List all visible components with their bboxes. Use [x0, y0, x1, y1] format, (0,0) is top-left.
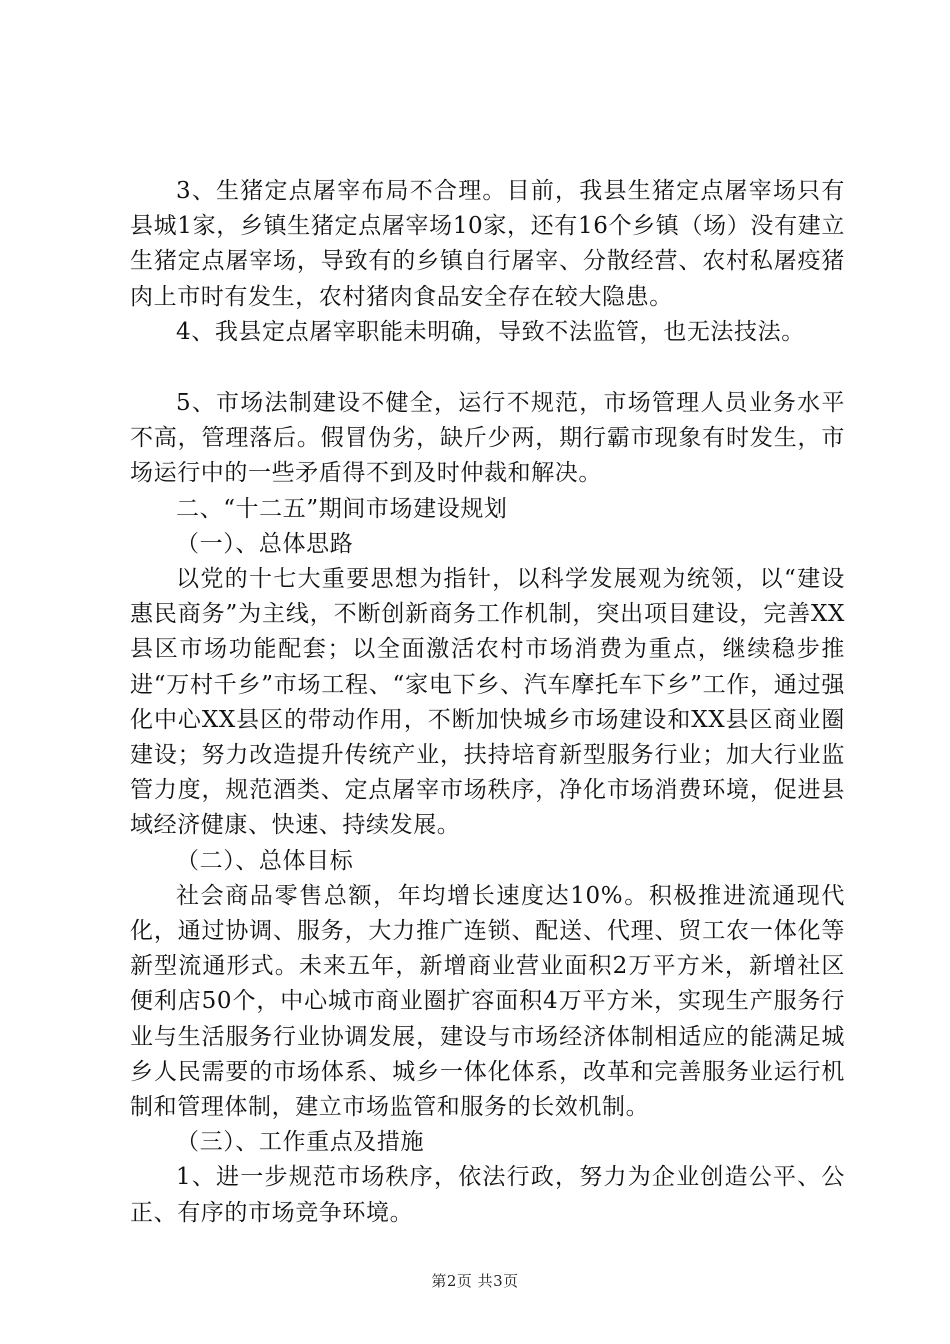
paragraph-gap [130, 350, 845, 386]
paragraph-overall-approach: 以党的十七大重要思想为指针，以科学发展观为统领，以“建设惠民商务”为主线，不断创新商务工作机制，突出项目建设，完善XX县区市场功能配套；以全面激活农村市场消费为重点，继续稳步推进“万村千乡”市场工程、“家电下乡、汽车摩托车下乡”工作，通过强化中心XX县区的带动作用，不断加快城乡市场建设和XX县区商业圈建设；努力改造提升传统产业，扶持培育新型服务行业；加大行业监管力度，规范酒类、定点屠宰市场秩序，净化市场消费环境，促进县域经济健康、快速、持续发展。 [130, 566, 845, 839]
subheading-overall-approach: （一）、总体思路 [176, 530, 354, 557]
paragraph-issue-4: 4、我县定点屠宰职能未明确，导致不法监管，也无法技法。 [176, 318, 805, 345]
paragraph-overall-goals: 社会商品零售总额，年均增长速度达10%。积极推进流通现代化，通过协调、服务，大力推广连锁、配送、代理、贸工农一体化等新型流通形式。未来五年，新增商业营业面积2万平方米，新增社区便利店50个，中心城市商业圈扩容面积4万平方米，实现生产服务行业与生活服务行业协调发展，建设与市场经济体制相适应的能满足城乡人民需要的市场体系、城乡一体化体系，改革和完善服务业运行机制和管理体制，建立市场监管和服务的长效机制。 [130, 882, 845, 1121]
section-heading-plan: 二、“十二五”期间市场建设规划 [176, 495, 508, 522]
paragraph-issue-5: 5、市场法制建设不健全，运行不规范，市场管理人员业务水平不高，管理落后。假冒伪劣，缺斤少两，期行霸市现象有时发生，市场运行中的一些矛盾得不到及时仲裁和解决。 [130, 390, 845, 487]
document-body [130, 174, 845, 1231]
subheading-key-measures: （三）、工作重点及措施 [176, 1129, 425, 1156]
paragraph-issue-3: 3、生猪定点屠宰布局不合理。目前，我县生猪定点屠宰场只有县城1家，乡镇生猪定点屠宰场10家，还有16个乡镇（场）没有建立生猪定点屠宰场，导致有的乡镇自行屠宰、分散经营、农村私屠疫猪肉上市时有发生，农村猪肉食品安全存在较大隐患。 [130, 178, 845, 310]
subheading-overall-goals: （二）、总体目标 [176, 847, 354, 874]
page-footer: 第2页 共3页 [431, 1272, 519, 1290]
paragraph-measure-1: 1、进一步规范市场秩序，依法行政，努力为企业创造公平、公正、有序的市场竞争环境。 [130, 1164, 845, 1226]
